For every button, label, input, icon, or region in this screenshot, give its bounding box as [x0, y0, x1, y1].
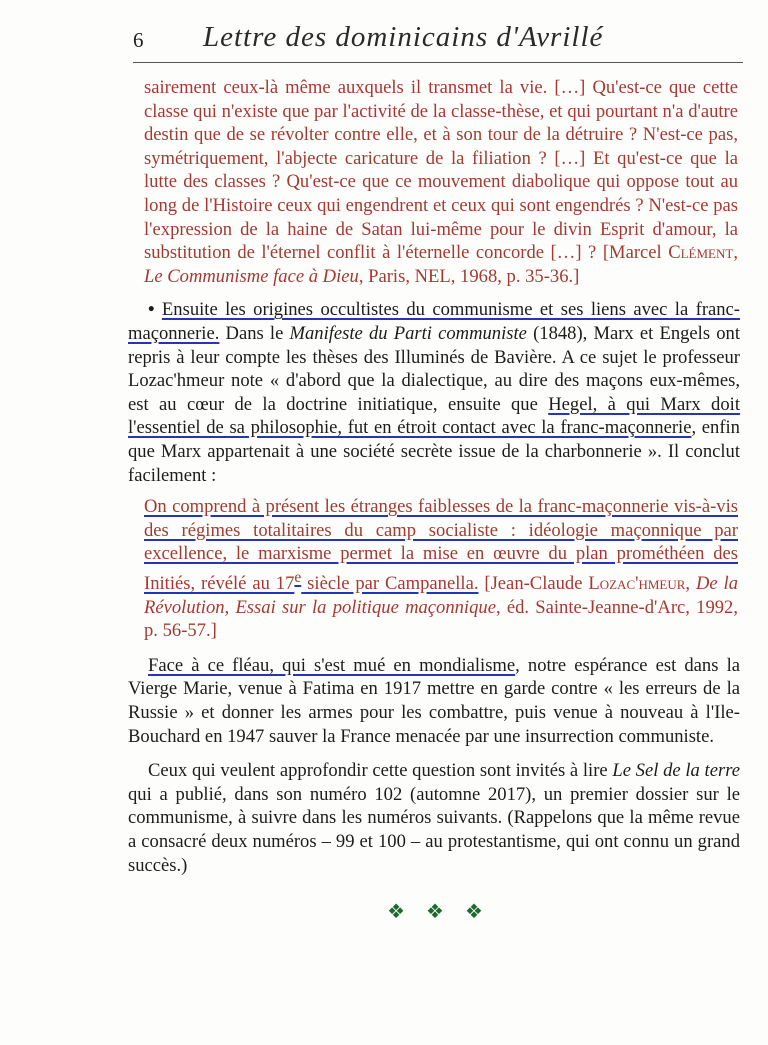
- journal-title: Le Sel de la terre: [612, 760, 740, 782]
- paragraph-occultism: [128, 298, 740, 487]
- underlined-origins: Ensuite les origines occultistes du communisme et ses liens avec la franc-maçonnerie.: [128, 299, 741, 344]
- para1-text-1: Dans le: [219, 322, 290, 344]
- underlined-hegel: Hegel, à qui Marx doit l'essentiel de sa philosophie, fut en étroit contact avec la franc-maçonnerie: [128, 393, 740, 439]
- quote-clement-text: sairement ceux-là même auxquels il transmet la vie. […] Qu'est-ce que cette classe qui n'existe que par l'activité de la classe-thèse, et qui pourtant n'a d'autre destin que de se révolter contre elle, et à son tour de la détruire ? N'est-ce pas, symétriquement, l'abjecte caricature de la filiation ? […] Et qu'est-ce que la lutte des classes ? Qu'est-ce que ce mouvement diabolique qui oppose tout au long de l'Histoire ceux qui engendrent et ceux qui sont engendrés ? N'est-ce pas l'expression de la haine de Satan lui-même pour le divin Esprit d'amour, la substitution de l'éternel conflit à l'éternelle concorde […] ? [Marcel: [144, 77, 738, 264]
- para3-text-2: qui a publié, dans son numéro 102 (automne 2017), un premier dossier sur le communisme, à suivre dans les numéros suivants. (Rappelons que la même revue a consacré deux numéros – 99 et 100 – au protestantisme, qui ont connu un grand succès.): [128, 783, 740, 876]
- quote-clement-comma: ,: [733, 242, 738, 264]
- page-content: [128, 76, 740, 924]
- para3-text-1: Ceux qui veulent approfondir cette question sont invités à lire: [148, 760, 613, 782]
- quote-lozachmeur-book: De la Révolution, Essai sur la politique maçonnique: [144, 573, 739, 618]
- quote-lozachmeur-comma: ,: [685, 573, 696, 595]
- quote-clement-book: Le Communisme face à Dieu: [144, 265, 359, 287]
- quote-lozachmeur-ref-open: [Jean-Claude: [478, 573, 589, 595]
- quote-lozachmeur-underlined-end: siècle par Campanella.: [301, 573, 479, 595]
- quote-clement: [128, 76, 740, 288]
- page-header: [133, 18, 743, 63]
- para2-text: , notre espérance est dans la Vierge Marie, venue à Fatima en 1917 mettre en garde contre « les erreurs de la Russie » et donner les armes pour les combattre, puis venue à nouveau à l'Ile-Bouchard en 1947 sauver la France menacée par une insurrection communiste.: [128, 654, 740, 747]
- underlined-mondialisme: Face à ce fléau, qui s'est mué en mondialisme: [148, 654, 516, 676]
- paragraph-hope: [128, 654, 740, 748]
- para1-text-3: , enfin que Marx appartenait à une société secrète issue de la charbonnerie ». Il conclut facilement :: [128, 417, 740, 486]
- ornament-fleurons: ❖ ❖ ❖: [387, 901, 491, 924]
- quote-lozachmeur-underlined: On comprend à présent les étranges faiblesses de la franc-maçonnerie vis-à-vis des régimes totalitaires du camp socialiste : idéologie maçonnique par excellence, le marxisme permet la mise en œuvre du plan prométhéen des Initiés, révélé au 17: [144, 496, 738, 595]
- manifesto-title: Manifeste du Parti communiste: [289, 322, 527, 344]
- bullet-icon: •: [148, 299, 155, 321]
- quote-clement-ref: , Paris, NEL, 1968, p. 35-36.]: [358, 265, 580, 287]
- quote-lozachmeur-author: Lozac'hmeur: [588, 573, 686, 595]
- quote-lozachmeur-ref: , éd. Sainte-Jeanne-d'Arc, 1992, p. 56-57.]: [144, 596, 738, 642]
- quote-lozachmeur: [128, 495, 740, 643]
- paragraph-further-reading: [128, 759, 740, 877]
- page-number: 6: [133, 28, 144, 52]
- running-title: Lettre des dominicains d'Avrillé: [203, 21, 604, 53]
- para1-text-2: (1848), Marx et Engels ont repris à leur compte les thèses des Illuminés de Bavière. A ce sujet le professeur Lozac'hmeur note « d'abord que la dialectique, au dire des maçons eux-mêmes, est au cœur de la doctrine initiatique, ensuite que: [128, 322, 740, 415]
- quote-clement-author: Clément: [668, 242, 734, 264]
- quote-lozachmeur-sup: e: [294, 568, 302, 586]
